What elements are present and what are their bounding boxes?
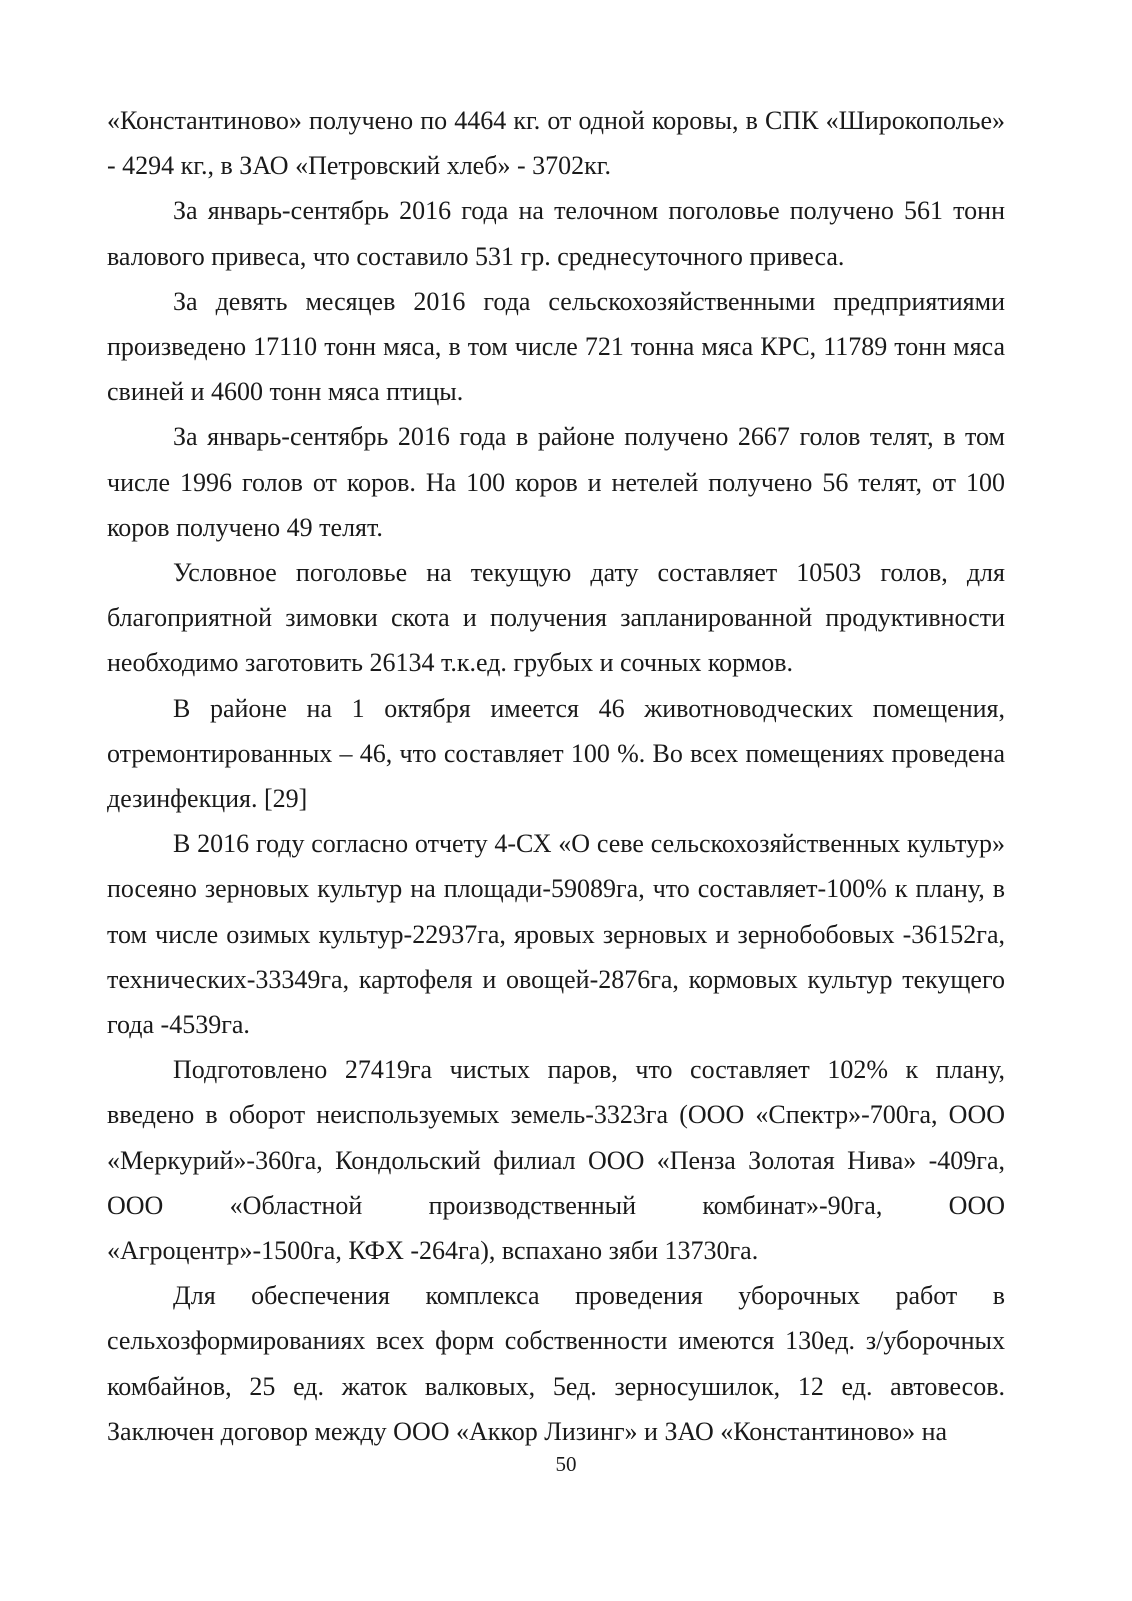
paragraph: За девять месяцев 2016 года сельскохозяйственными предприятиями произведено 17110 тонн мяса, в том числе 721 тонна мяса КРС, 11789 тонн мяса свиней и 4600 тонн мяса птицы. xyxy=(107,286,1005,407)
paragraph: Подготовлено 27419га чистых паров, что составляет 102% к плану, введено в оборот неиспользуемых земель-3323га (ООО «Спектр»-700га, ООО «Меркурий»-360га, Кондольский филиал ООО «Пенза Золотая Нива» -409га, ООО «Областной производственный комбинат»-90га, ООО «Агроцентр»-1500га, КФХ -264га), вспахано зяби 13730га. xyxy=(107,1055,1005,1266)
paragraph: Для обеспечения комплекса проведения уборочных работ в сельхозформированиях всех форм собственности имеются 130ед. з/уборочных комбайнов, 25 ед. жаток валковых, 5ед. зерносушилок, 12 ед. автовесов. Заключен договор между ООО «Аккор Лизинг» и ЗАО «Константиново» на xyxy=(107,1281,1005,1446)
paragraph-continued: «Константиново» получено по 4464 кг. от одной коровы, в СПК «Широкополье» - 4294 кг., в ЗАО «Петровский хлеб» - 3702кг. xyxy=(107,106,1005,181)
paragraph: Условное поголовье на текущую дату составляет 10503 голов, для благоприятной зимовки скота и получения запланированной продуктивности необходимо заготовить 26134 т.к.ед. грубых и сочных кормов. xyxy=(107,558,1005,678)
body-text xyxy=(107,98,1005,1454)
page-number: 50 xyxy=(555,1452,577,1476)
paragraph: За январь-сентябрь 2016 года на телочном поголовье получено 561 тонн валового привеса, что составило 531 гр. среднесуточного привеса. xyxy=(107,196,1005,271)
paragraph: За январь-сентябрь 2016 года в районе получено 2667 голов телят, в том числе 1996 голов от коров. На 100 коров и нетелей получено 56 телят, от 100 коров получено 49 телят. xyxy=(107,422,1005,542)
paragraph: В 2016 году согласно отчету 4-СХ «О севе сельскохозяйственных культур» посеяно зерновых культур на площади-59089га, что составляет-100% к плану, в том числе озимых культур-22937га, яровых зерновых и зернобобовых -36152га, технических-33349га, картофеля и овощей-2876га, кормовых культур текущего года -4539га. xyxy=(107,829,1005,1040)
paragraph: В районе на 1 октября имеется 46 животноводческих помещения, отремонтированных – 46, что составляет 100 %. Во всех помещениях проведена дезинфекция. [29] xyxy=(107,693,1005,814)
